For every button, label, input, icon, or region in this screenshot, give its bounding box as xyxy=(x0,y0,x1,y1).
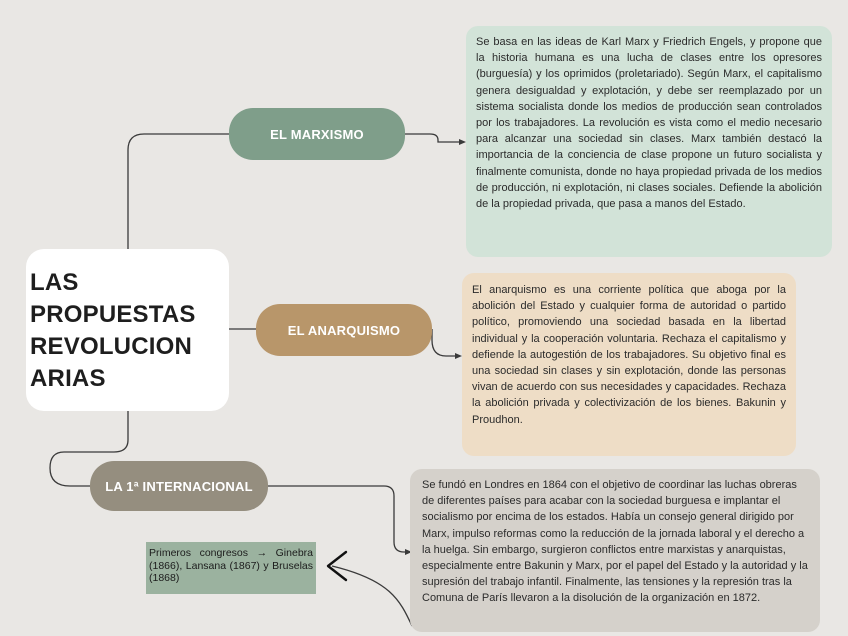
connector-card-note xyxy=(332,566,412,626)
card-internacional: Se fundó en Londres en 1864 con el objetivo de coordinar las luchas obreras de diferentes países para acabar con la sociedad burguesa e implantar el socialismo por encima de los estados. Había un consejo general dirigido por Marx, impulso reformas como la reducción de la jornada laboral y el derecho a la huelga. Sin embargo, surgieron conflictos entre marxistas y anarquistas, especialmente entre Bakunin y Marx, por el papel del Estado y la autoridad y la supresión del trabajo infantil. Finalmente, las tensiones y la represión tras la Comuna de París llevaron a la disolución de la organización en 1872. xyxy=(410,469,820,632)
connector-marxismo-card xyxy=(405,134,462,142)
node-marxismo: EL MARXISMO xyxy=(229,108,405,160)
node-anarquismo: EL ANARQUISMO xyxy=(256,304,432,356)
connector-anarquismo-card xyxy=(432,329,458,356)
card-marxismo: Se basa en las ideas de Karl Marx y Friedrich Engels, y propone que la historia humana es una lucha de clases entre los opresores (burguesía) y los oprimidos (proletariado). Según Marx, el capitalismo genera desigualdad y explotación, y debe ser reemplazado por un sistema socialista donde los medios de producción sean controlados por los trabajadores. La revolución es vista como el medio necesario para alcanzar una sociedad sin clases. Marx también destacó la importancia de la conciencia de clase propone un futuro socialista y finalmente comunista, donde no haya propiedad privada de los medios de producción, ni explotación, ni clases sociales. Defiende la abolición de la propiedad privada, que pasa a manos del Estado. xyxy=(466,26,832,257)
node-internacional: LA 1ª INTERNACIONAL xyxy=(90,461,268,511)
note-congresos: Primeros congresos → Ginebra (1866), Lansana (1867) y Bruselas (1868) xyxy=(146,542,316,594)
card-anarquismo: El anarquismo es una corriente política que aboga por la abolición del Estado y cualquier forma de autoridad o partido político, promoviendo una sociedad basada en la libertad individual y la cooperación voluntaria. Rechaza el capitalismo y defiende la autogestión de los trabajadores. Su objetivo final es una sociedad sin clases y sin explotación, donde las personas vivan de acuerdo con sus necesidades y capacidades. Rechaza la abolición privada y colectivización de los bienes. Bakunin y Proudhon. xyxy=(462,273,796,456)
connector-title-marxismo xyxy=(128,134,229,249)
main-title: LAS PROPUESTAS REVOLUCION ARIAS xyxy=(26,249,229,411)
